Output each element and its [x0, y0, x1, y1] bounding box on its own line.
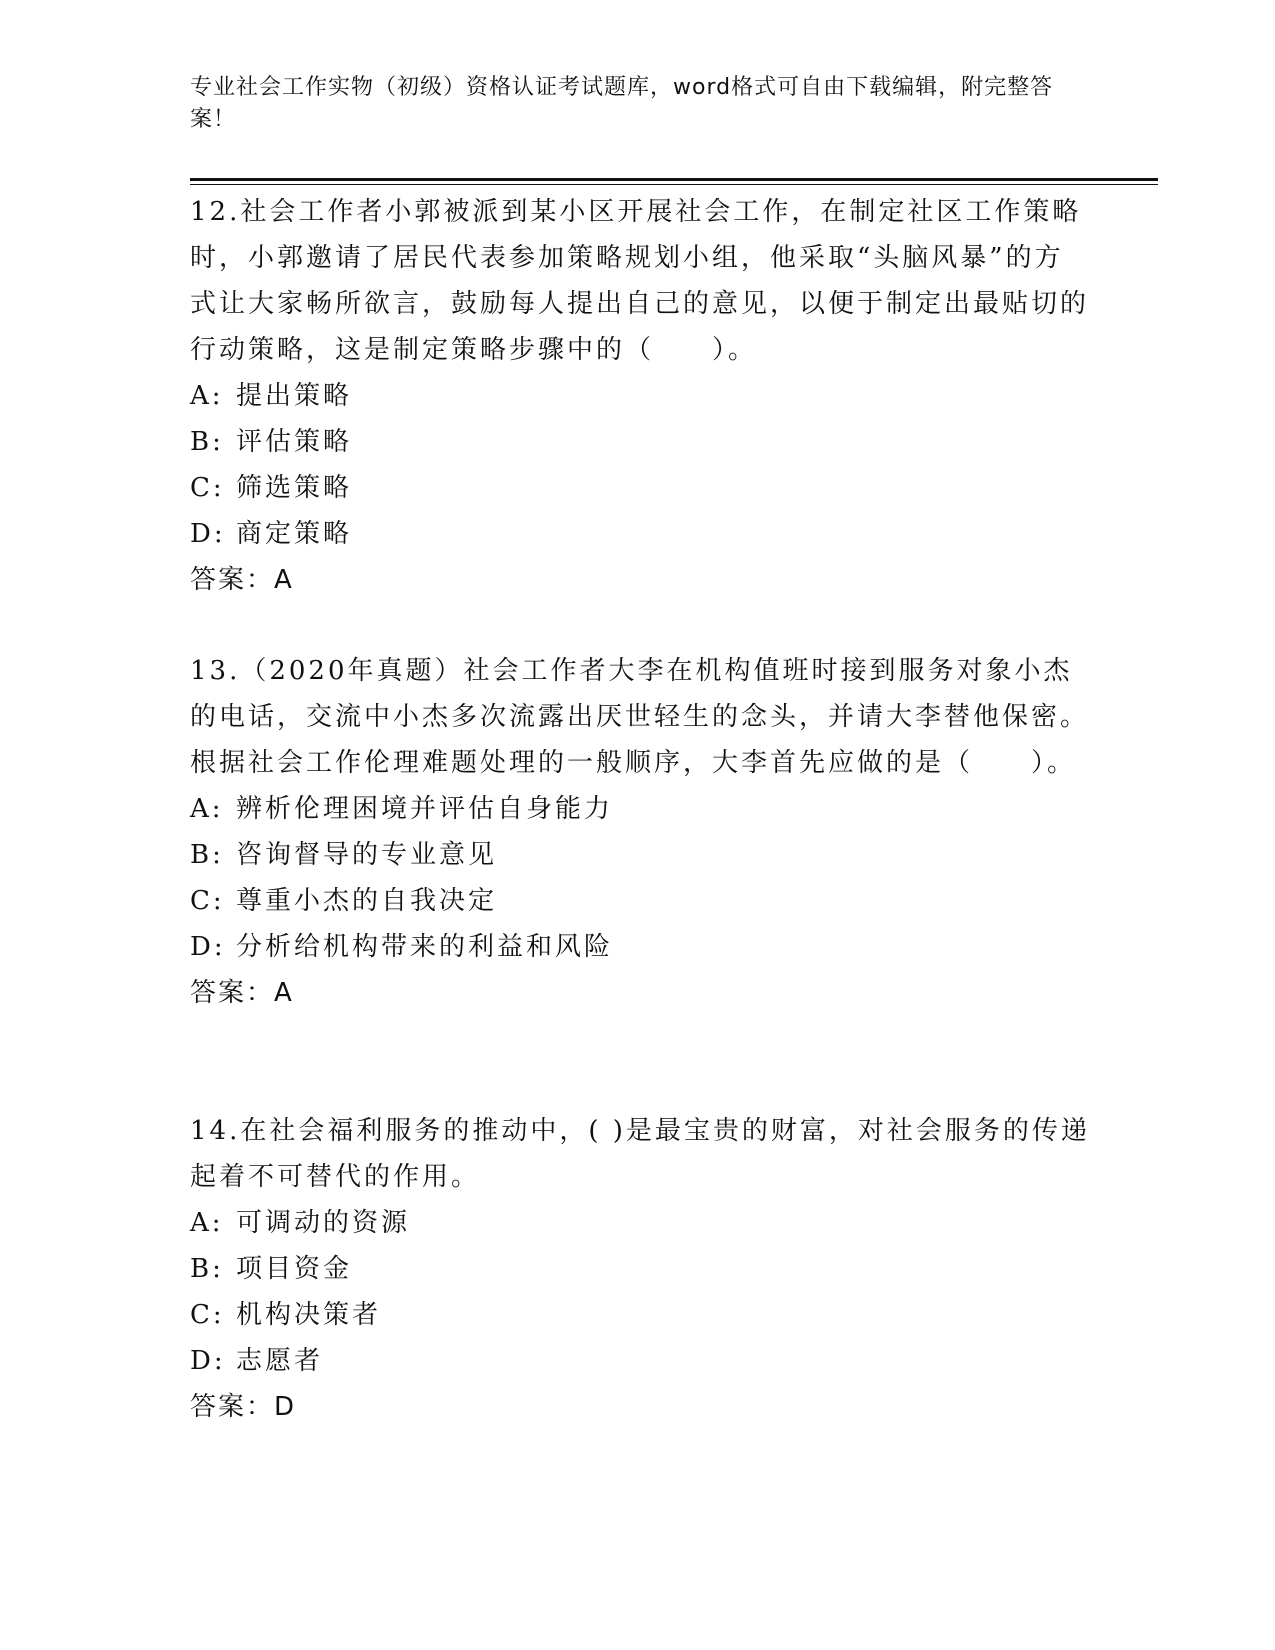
option-text: 尊重小杰的自我决定 — [236, 886, 498, 916]
option-text: 机构决策者 — [236, 1300, 382, 1330]
option-key: C: — [190, 473, 225, 503]
question-12 — [190, 189, 1090, 603]
option-b — [190, 419, 1090, 465]
option-text: 分析给机构带来的利益和风险 — [236, 932, 614, 962]
option-c — [190, 1292, 1090, 1338]
option-key: D: — [190, 1346, 226, 1376]
answer-line: 答案：A — [190, 978, 294, 1008]
option-text: 商定策略 — [236, 519, 353, 549]
answer-line: 答案：D — [190, 1392, 297, 1422]
option-key: A: — [190, 1208, 224, 1238]
option-a — [190, 373, 1090, 419]
question-13 — [190, 648, 1090, 1016]
option-text: 筛选策略 — [236, 473, 353, 503]
option-text: 提出策略 — [236, 381, 353, 411]
option-key: B: — [190, 840, 224, 870]
option-text: 可调动的资源 — [236, 1208, 411, 1238]
question-14 — [190, 1108, 1090, 1430]
document-header: 专业社会工作实物（初级）资格认证考试题库，word格式可自由下载编辑，附完整答案！ — [190, 75, 1054, 132]
option-key: B: — [190, 1254, 224, 1284]
header-divider-thick — [190, 178, 1158, 181]
option-c — [190, 465, 1090, 511]
option-key: C: — [190, 886, 225, 916]
option-text: 辨析伦理困境并评估自身能力 — [236, 794, 614, 824]
option-text: 项目资金 — [236, 1254, 353, 1284]
option-d — [190, 511, 1090, 557]
option-key: C: — [190, 1300, 225, 1330]
option-text: 评估策略 — [236, 427, 353, 457]
question-stem: 12.社会工作者小郭被派到某小区开展社会工作，在制定社区工作策略时，小郭邀请了居民代表参加策略规划小组，他采取“头脑风暴”的方式让大家畅所欲言，鼓励每人提出自己的意见，以便于制定出最贴切的行动策略，这是制定策略步骤中的（ ）。 — [190, 197, 1090, 365]
option-b — [190, 1246, 1090, 1292]
option-key: A: — [190, 794, 224, 824]
option-key: B: — [190, 427, 224, 457]
option-a — [190, 1200, 1090, 1246]
question-stem: 14.在社会福利服务的推动中，( )是最宝贵的财富，对社会服务的传递起着不可替代的作用。 — [190, 1116, 1090, 1192]
option-key: D: — [190, 519, 226, 549]
option-d — [190, 924, 1090, 970]
option-c — [190, 878, 1090, 924]
answer-line: 答案：A — [190, 565, 294, 595]
option-a — [190, 786, 1090, 832]
option-d — [190, 1338, 1090, 1384]
header-divider-thin — [190, 184, 1158, 185]
question-stem: 13.（2020年真题）社会工作者大李在机构值班时接到服务对象小杰的电话，交流中小杰多次流露出厌世轻生的念头，并请大李替他保密。根据社会工作伦理难题处理的一般顺序，大李首先应做的是（ ）。 — [190, 656, 1090, 778]
option-text: 咨询督导的专业意见 — [236, 840, 498, 870]
option-b — [190, 832, 1090, 878]
option-key: D: — [190, 932, 226, 962]
option-key: A: — [190, 381, 224, 411]
option-text: 志愿者 — [236, 1346, 324, 1376]
